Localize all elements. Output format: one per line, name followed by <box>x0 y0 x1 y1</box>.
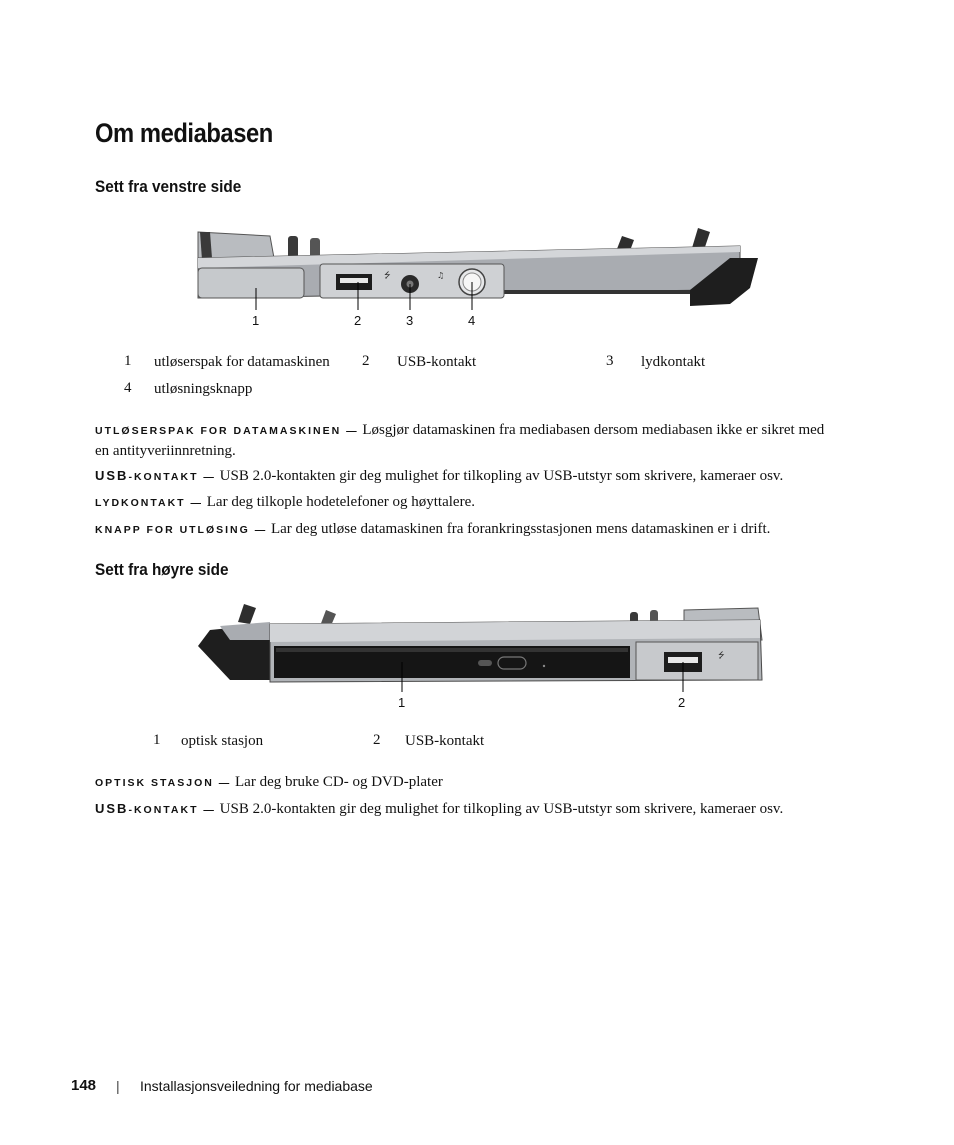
description-text: Lar deg bruke CD- og DVD-plater <box>235 774 443 790</box>
term: USB <box>95 801 129 816</box>
description-text: USB 2.0-kontakten gir deg mulighet for tilkopling av USB-utstyr som skrivere, kameraer osv. <box>219 468 784 484</box>
legend-num: 2 <box>373 732 381 748</box>
description-release-button <box>95 519 840 540</box>
description-usb-right <box>95 799 840 820</box>
term: -KONTAKT — <box>128 804 216 816</box>
description-audio <box>95 492 840 513</box>
legend-label: USB-kontakt <box>397 354 477 370</box>
description-text: Løsgjør datamaskinen fra mediabasen dersom mediabasen ikke er sikret med en antityveriinnretning. <box>95 422 825 459</box>
page-number: 148 <box>71 1077 97 1094</box>
legend-label: lydkontakt <box>641 354 706 370</box>
callout-1-left: 1 <box>252 313 260 328</box>
svg-text:⭍: ⭍ <box>384 271 391 280</box>
term: LYDKONTAKT — <box>95 497 203 509</box>
term: OPTISK STASJON — <box>95 777 232 789</box>
description-optical-drive <box>95 772 840 793</box>
svg-text:⭍: ⭍ <box>718 651 725 660</box>
footer-doc-title: Installasjonsveiledning for mediabase <box>140 1078 373 1094</box>
legend-label: utløsningsknapp <box>154 381 253 397</box>
section-heading-left: Sett fra venstre side <box>95 177 242 196</box>
footer-separator: | <box>116 1078 120 1094</box>
section-heading-right: Sett fra høyre side <box>95 560 229 579</box>
legend-num: 3 <box>606 353 614 369</box>
legend-num: 1 <box>124 353 132 369</box>
term: USB <box>95 468 129 483</box>
callout-2-right: 2 <box>678 695 686 710</box>
term: KNAPP FOR UTLØSING — <box>95 524 268 536</box>
callout-2-left: 2 <box>354 313 362 328</box>
description-text: USB 2.0-kontakten gir deg mulighet for tilkopling av USB-utstyr som skrivere, kameraer osv. <box>219 801 784 817</box>
callout-1-right: 1 <box>398 695 406 710</box>
legend-label: utløserspak for datamaskinen <box>154 354 330 370</box>
media-base-right-side-illustration <box>190 600 765 696</box>
legend-num: 4 <box>124 380 132 396</box>
legend-num: 2 <box>362 353 370 369</box>
svg-text:♫: ♫ <box>437 271 445 280</box>
description-text: Lar deg utløse datamaskinen fra forankringsstasjonen mens datamaskinen er i drift. <box>270 521 771 537</box>
callout-3-left: 3 <box>406 313 414 328</box>
description-usb <box>95 466 840 487</box>
term: -KONTAKT — <box>128 471 216 483</box>
media-base-left-side-illustration <box>190 228 765 314</box>
description-release-lever <box>95 420 840 461</box>
legend-label: USB-kontakt <box>405 733 485 749</box>
callout-4-left: 4 <box>468 313 476 328</box>
legend-num: 1 <box>153 732 161 748</box>
page-title: Om mediabasen <box>95 118 273 148</box>
description-text: Lar deg tilkople hodetelefoner og høyttalere. <box>206 494 475 510</box>
term: UTLØSERSPAK FOR DATAMASKINEN — <box>95 425 359 437</box>
legend-label: optisk stasjon <box>181 733 264 749</box>
